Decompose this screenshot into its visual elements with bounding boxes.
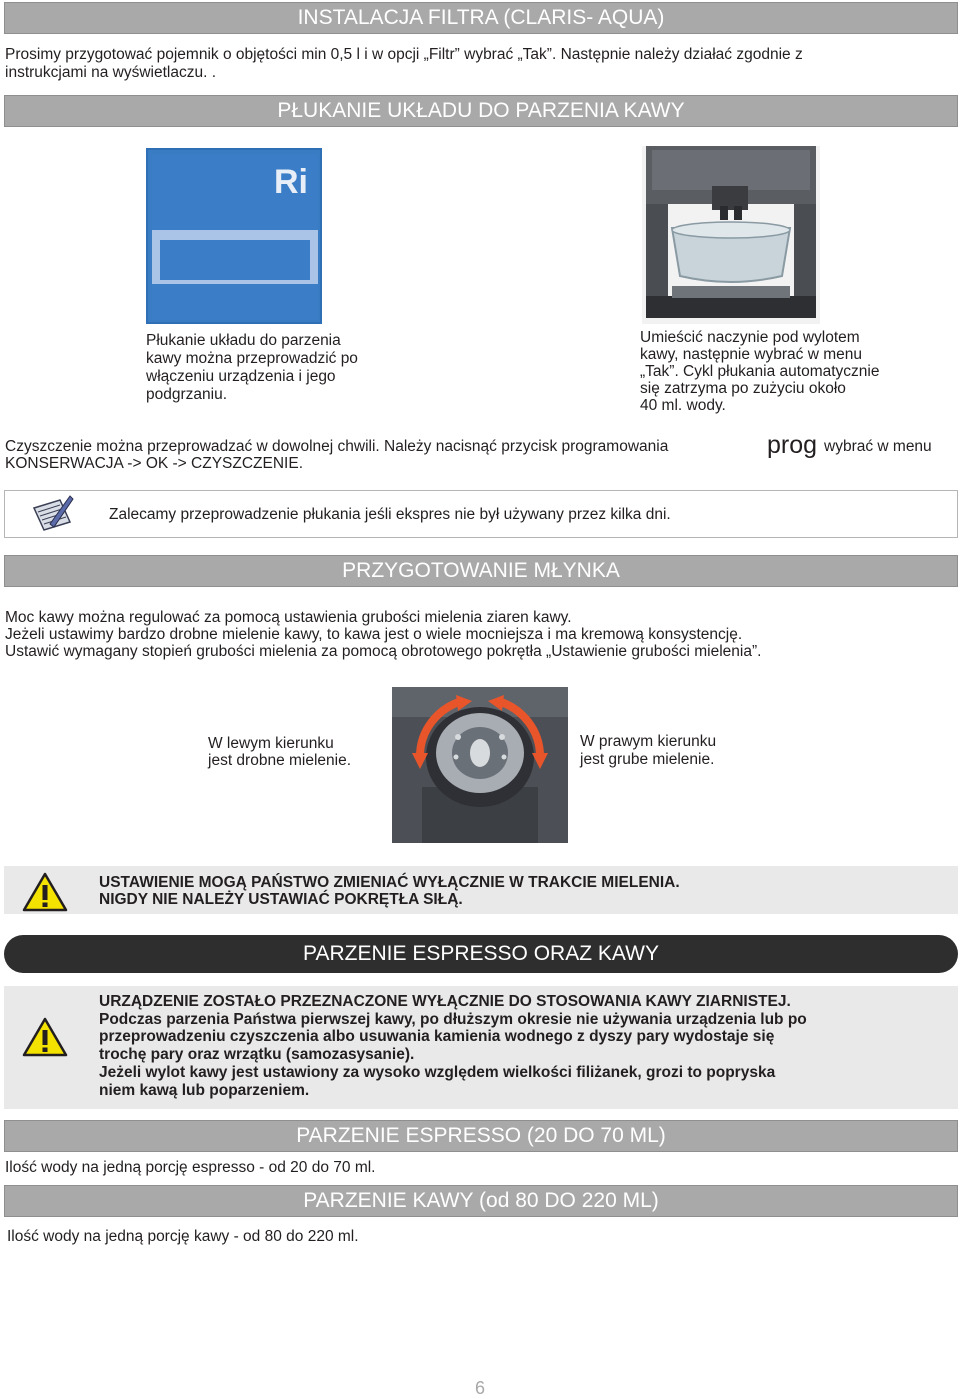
prog-symbol: prog	[767, 431, 818, 459]
grind-left-line2: jest drobne mielenie.	[208, 752, 352, 769]
rinse-left-line3: włączeniu urządzenia i jego	[146, 368, 336, 385]
grinder-warning-line2: NIGDY NIE NALEŻY USTAWIAĆ POKRĘTŁA SIŁĄ.	[99, 891, 463, 908]
display-image	[146, 148, 322, 324]
brewing-warning-line6: niem kawą lub poparzeniem.	[99, 1082, 310, 1099]
grinder-dial-photo	[392, 687, 568, 843]
cleaning-line1-end: wybrać w menu	[824, 438, 932, 455]
display-text: Ri	[274, 163, 308, 201]
brewing-warning-line4: trochę pary oraz wrzątku (samozasysanie).	[99, 1046, 415, 1063]
filter-text-line2: instrukcjami na wyświetlaczu. .	[5, 64, 217, 81]
section-title-grinder: PRZYGOTOWANIE MŁYNKA	[4, 555, 958, 587]
rinse-right-line3: „Tak”. Cykl płukania automatycznie	[640, 363, 880, 380]
note-text: Zalecamy przeprowadzenie płukania jeśli ekspres nie był używany przez kilka dni.	[109, 506, 671, 523]
grind-right-line1: W prawym kierunku	[580, 733, 717, 750]
warning-icon	[22, 1017, 68, 1057]
grind-left-line1: W lewym kierunku	[208, 735, 334, 752]
rinse-right-line4: się zatrzyma po zużyciu około	[640, 380, 846, 397]
brewing-warning-line2: Podczas parzenia Państwa pierwszej kawy, po dłuższym okresie nie używania urządzenia lub po	[99, 1011, 807, 1028]
note-icon	[30, 494, 74, 534]
section-title-coffee: PARZENIE KAWY (od 80 DO 220 ML)	[4, 1185, 958, 1217]
espresso-text: Ilość wody na jedną porcję espresso - od 20 do 70 ml.	[5, 1159, 376, 1176]
section-title-espresso: PARZENIE ESPRESSO (20 DO 70 ML)	[4, 1120, 958, 1152]
coffee-text: Ilość wody na jedną porcję kawy - od 80 do 220 ml.	[7, 1228, 359, 1245]
brewing-warning-line5: Jeżeli wylot kawy jest ustawiony za wysoko względem wielkości filiżanek, grozi to popryska	[99, 1064, 776, 1081]
section-title-rinse: PŁUKANIE UKŁADU DO PARZENIA KAWY	[4, 95, 958, 127]
machine-photo	[642, 146, 820, 324]
grind-right-line2: jest grube mielenie.	[580, 751, 715, 768]
cleaning-line2: KONSERWACJA -> OK -> CZYSZCZENIE.	[5, 455, 303, 472]
rinse-left-line2: kawy można przeprowadzić po	[146, 350, 358, 367]
section-title-filter: INSTALACJA FILTRA (CLARIS- AQUA)	[4, 2, 958, 34]
brewing-warning-line3: przeprowadzeniu czyszczenia albo usuwania kamienia wodnego z dyszy pary wydostaje się	[99, 1028, 775, 1045]
grinder-line1: Moc kawy można regulować za pomocą ustawienia grubości mielenia ziaren kawy.	[5, 609, 572, 626]
rinse-left-line1: Płukanie układu do parzenia	[146, 332, 341, 349]
cleaning-line1: Czyszczenie można przeprowadzać w dowolnej chwili. Należy nacisnąć przycisk programowania	[5, 438, 669, 455]
grinder-warning-line1: USTAWIENIE MOGĄ PAŃSTWO ZMIENIAĆ WYŁĄCZNIE W TRAKCIE MIELENIA.	[99, 874, 680, 891]
rinse-right-line2: kawy, następnie wybrać w menu	[640, 346, 862, 363]
brewing-warning-line1: URZĄDZENIE ZOSTAŁO PRZEZNACZONE WYŁĄCZNIE DO STOSOWANIA KAWY ZIARNISTEJ.	[99, 993, 791, 1010]
filter-text-line1: Prosimy przygotować pojemnik o objętości min 0,5 l i w opcji „Filtr” wybrać „Tak”. Następnie należy działać zgodnie z	[5, 46, 803, 63]
warning-icon	[22, 872, 68, 912]
grinder-line2: Jeżeli ustawimy bardzo drobne mielenie kawy, to kawa jest o wiele mocniejsza i ma kremową konsystencję.	[5, 626, 743, 643]
section-title-brewing: PARZENIE ESPRESSO ORAZ KAWY	[4, 935, 958, 973]
page-number: 6	[474, 1378, 485, 1398]
rinse-right-line5: 40 ml. wody.	[640, 397, 726, 414]
grinder-line3: Ustawić wymagany stopień grubości mielenia za pomocą obrotowego pokrętła „Ustawienie grubości mielenia”.	[5, 643, 762, 660]
rinse-left-line4: podgrzaniu.	[146, 386, 228, 403]
rinse-right-line1: Umieścić naczynie pod wylotem	[640, 329, 860, 346]
